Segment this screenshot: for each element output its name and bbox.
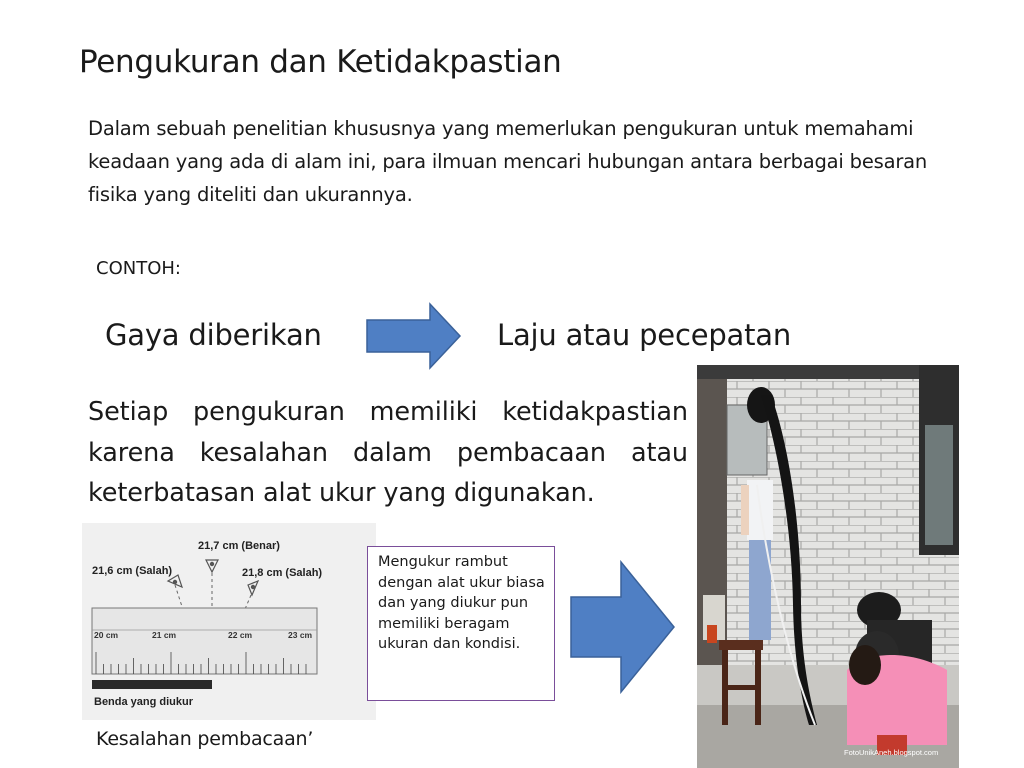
right-arrow-large-icon [567, 559, 679, 699]
tick-label-22: 22 cm [228, 630, 253, 640]
correct-reading-label: 21,7 cm (Benar) [198, 540, 280, 552]
tick-label-21: 21 cm [152, 630, 177, 640]
long-hair-measurement-photo [697, 365, 959, 768]
slide-title: Pengukuran dan Ketidakpastian [79, 44, 562, 80]
effect-text: Laju atau pecepatan [497, 318, 792, 352]
intro-paragraph: Dalam sebuah penelitian khususnya yang memerlukan pengukuran untuk memahami keadaan yang ada di alam ini, para ilmuan mencari hubungan antara berbagai besaran fisika yang diteliti dan ukurannya. [88, 117, 928, 206]
note-box: Mengukur rambut dengan alat ukur biasa dan yang diukur pun memiliki beragam ukuran dan kondisi. [367, 546, 555, 701]
figure-caption: Kesalahan pembacaan’ [96, 728, 314, 750]
uncertainty-paragraph: Setiap pengukuran memiliki ketidakpastian karena kesalahan dalam pembacaan atau keterbatasan alat ukur yang digunakan. [88, 397, 688, 508]
measured-object-bar [92, 680, 212, 689]
ruler-reading-figure [82, 523, 376, 720]
right-arrow-icon [364, 301, 464, 371]
wrong-left-reading-label: 21,6 cm (Salah) [92, 565, 173, 577]
wrong-right-reading-label: 21,8 cm (Salah) [242, 567, 323, 579]
photo-watermark: FotoUnikAneh.blogspot.com [844, 748, 939, 757]
tick-label-20: 20 cm [94, 630, 119, 640]
cause-text: Gaya diberikan [105, 318, 322, 352]
tick-label-23: 23 cm [288, 630, 313, 640]
measured-object-label: Benda yang diukur [94, 696, 194, 708]
example-label: CONTOH: [96, 258, 181, 279]
ruler-diagram [82, 523, 376, 720]
